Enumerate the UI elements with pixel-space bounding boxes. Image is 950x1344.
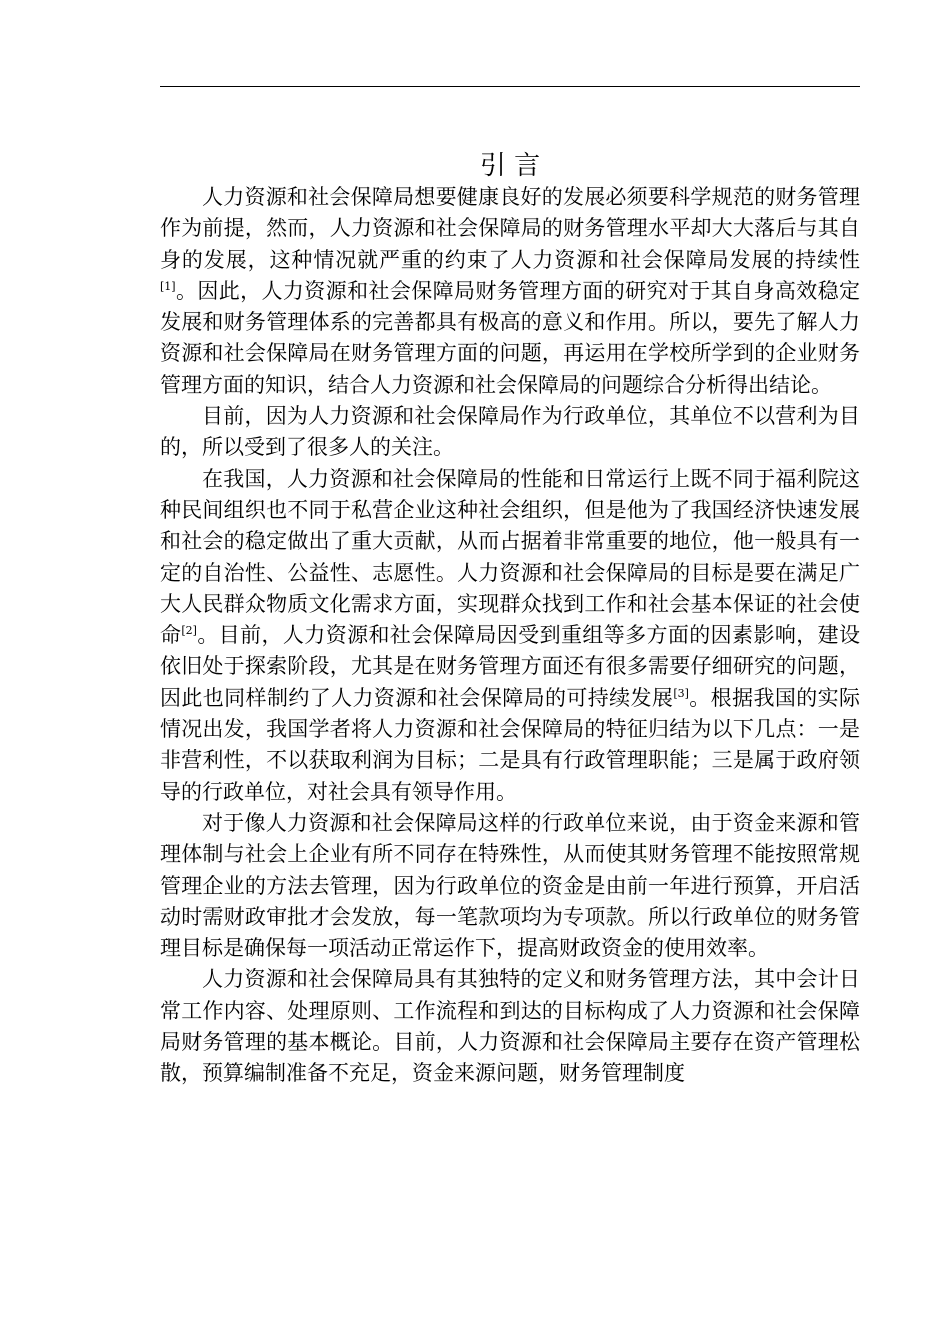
citation-ref: [3] [673, 686, 689, 700]
paragraph-text: 目前，因为人力资源和社会保障局作为行政单位，其单位不以营利为目的，所以受到了很多人的关注。 [160, 404, 860, 460]
paragraph [160, 464, 860, 808]
document-body [160, 182, 860, 1090]
header-rule [160, 86, 860, 87]
paragraph [160, 808, 860, 964]
paragraph-text: 人力资源和社会保障局想要健康良好的发展必须要科学规范的财务管理作为前提，然而，人力资源和社会保障局的财务管理水平却大大落后与其自身的发展，这种情况就严重的约束了人力资源和社会保障局发展的持续性 [160, 185, 860, 272]
section-title: 引 言 [479, 151, 541, 181]
citation-ref: [1] [160, 279, 176, 293]
paragraph [160, 401, 860, 464]
paragraph-text: 对于像人力资源和社会保障局这样的行政单位来说，由于资金来源和管理体制与社会上企业有所不同存在特殊性，从而使其财务管理不能按照常规管理企业的方法去管理，因为行政单位的资金是由前一年进行预算，开启活动时需财政审批才会发放，每一笔款项均为专项款。所以行政单位的财务管理目标是确保每一项活动正常运作下，提高财政资金的使用效率。 [160, 810, 860, 961]
paragraph-text: 。根据我国的实际情况出发，我国学者将人力资源和社会保障局的特征归结为以下几点：一是非营利性，不以获取利润为目标；二是具有行政管理职能；三是属于政府领导的行政单位，对社会具有领导作用。 [160, 685, 861, 804]
paragraph-text: 。因此，人力资源和社会保障局财务管理方面的研究对于其自身高效稳定发展和财务管理体系的完善都具有极高的意义和作用。所以，要先了解人力资源和社会保障局在财务管理方面的问题，再运用在学校所学到的企业财务管理方面的知识，结合人力资源和社会保障局的问题综合分析得出结论。 [160, 278, 860, 397]
paragraph [160, 964, 860, 1089]
paragraph-text: 。目前，人力资源和社会保障局因受到重组等多方面的因素影响，建设依旧处于探索阶段，尤其是在财务管理方面还有很多需要仔细研究的问题，因此也同样制约了人力资源和社会保障局的可持续发展 [160, 623, 861, 710]
citation-ref: [2] [181, 624, 197, 638]
paragraph-text: 人力资源和社会保障局具有其独特的定义和财务管理方法，其中会计日常工作内容、处理原则、工作流程和到达的目标构成了人力资源和社会保障局财务管理的基本概论。目前，人力资源和社会保障局主要存在资产管理松散，预算编制准备不充足，资金来源问题，财务管理制度 [160, 967, 860, 1086]
paragraph-text: 在我国，人力资源和社会保障局的性能和日常运行上既不同于福利院这种民间组织也不同于私营企业这种社会组织，但是他为了我国经济快速发展和社会的稳定做出了重大贡献，从而占据着非常重要的地位，他一般具有一定的自治性、公益性、志愿性。人力资源和社会保障局的目标是要在满足广大人民群众物质文化需求方面，实现群众找到工作和社会基本保证的社会使命 [160, 466, 860, 648]
paragraph [160, 182, 860, 401]
